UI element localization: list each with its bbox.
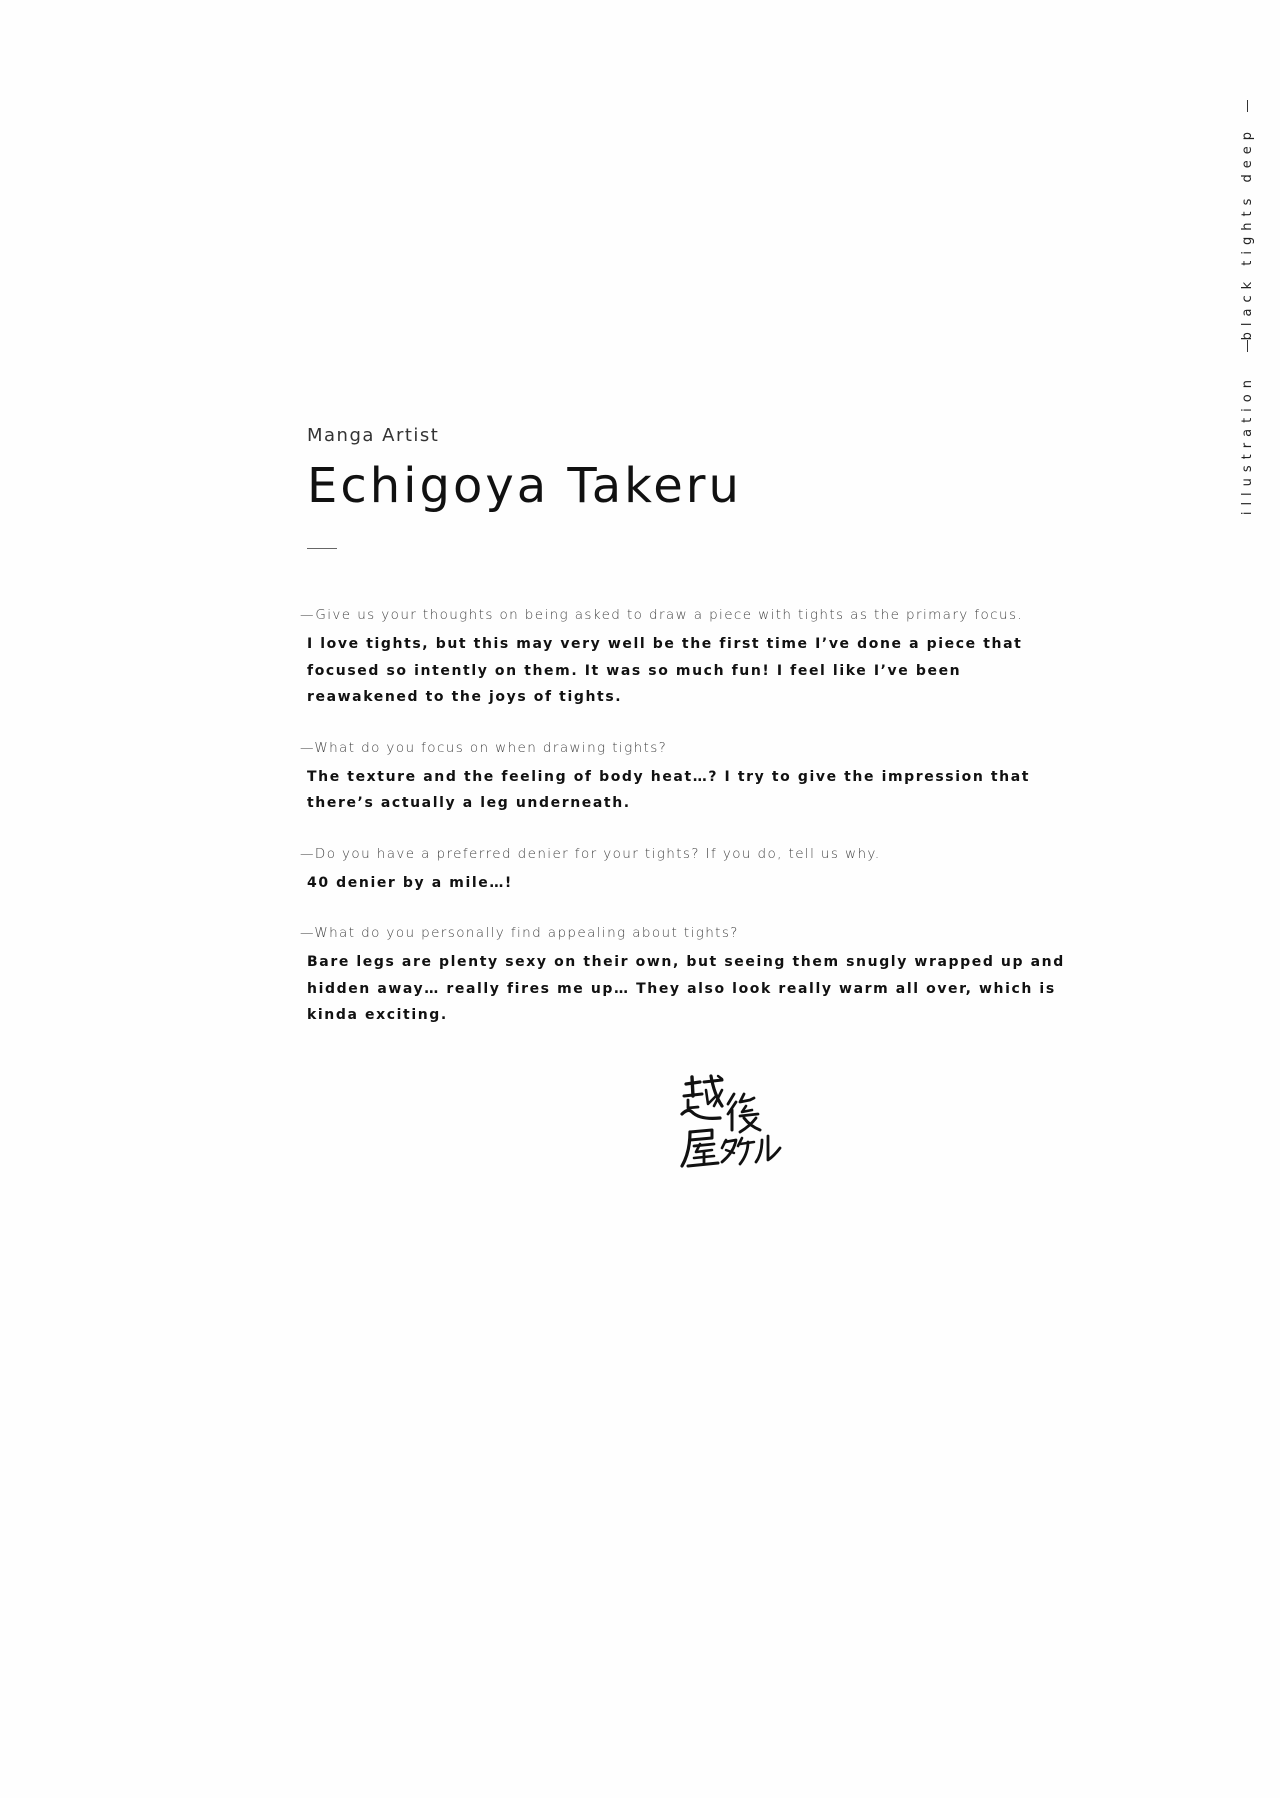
interview-question: —What do you focus on when drawing tights? xyxy=(300,739,668,756)
interview-question: —Give us your thoughts on being asked to draw a piece with tights as the primary focus. xyxy=(300,607,1024,623)
interview-answer: Bare legs are plenty sexy on their own, but seeing them snugly wrapped up and hidden away… really fires me up… They also look really warm all over, which is kinda exciting. xyxy=(307,954,1065,1023)
interview-item xyxy=(300,844,1067,897)
interview-question: —Do you have a preferred denier for your tights? If you do, tell us why. xyxy=(300,845,881,862)
interview-list xyxy=(300,605,1067,1029)
side-label xyxy=(1238,100,1258,516)
interview-item xyxy=(300,738,1067,817)
interview-answer: The texture and the feeling of body heat…? I try to give the impression that there’s actually a leg underneath. xyxy=(307,768,1031,811)
side-label-section: illustration xyxy=(1240,374,1255,516)
artist-signature xyxy=(678,1074,782,1170)
side-tick-top xyxy=(1247,100,1248,112)
interview-answer: 40 denier by a mile…! xyxy=(307,874,513,891)
artist-role: Manga Artist xyxy=(307,425,440,446)
interview-question: —What do you personally find appealing about tights? xyxy=(300,925,739,941)
artist-name: Echigoya Takeru xyxy=(307,458,742,514)
interview-item xyxy=(300,923,1067,1029)
side-tick-middle xyxy=(1247,340,1248,352)
article xyxy=(300,424,1067,1056)
divider xyxy=(307,548,337,549)
interview-item xyxy=(300,605,1067,711)
side-label-series: black tights deep xyxy=(1240,126,1255,341)
interview-answer: I love tights, but this may very well be the first time I’ve done a piece that focused so intently on them. It was so much fun! I feel like I’ve been reawakened to the joys of tights. xyxy=(307,636,1023,705)
